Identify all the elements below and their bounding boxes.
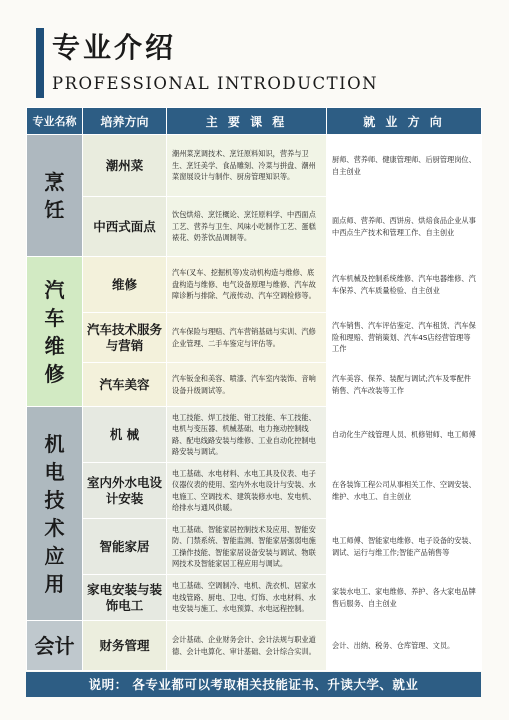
direction-cell: 汽车美容 bbox=[83, 363, 167, 407]
table-row bbox=[27, 407, 482, 463]
direction-cell: 智能家居 bbox=[83, 519, 167, 575]
category-mechatronics: 机 电 技 术 应 用 bbox=[27, 407, 83, 621]
jobs-cell: 汽车销售、汽车评估鉴定、汽车租赁、汽车保险和理赔、营销策划、汽车4S店经营管理等工作 bbox=[327, 313, 482, 363]
jobs-cell: 会计、出纳、税务、仓库管理、文员。 bbox=[327, 621, 482, 671]
courses-cell: 汽车保险与理赔、汽车营销基础与实训、汽修企业管理、二手车鉴定与评估等。 bbox=[167, 313, 327, 363]
category-accounting: 会计 bbox=[27, 621, 83, 671]
direction-cell: 财务管理 bbox=[83, 621, 167, 671]
courses-cell: 饮包烘焙、烹饪概论、烹饪原料学、中西面点工艺、营养与卫生、风味小吃制作工艺、蛋糕裱花、奶茶饮品调制等。 bbox=[167, 197, 327, 257]
courses-cell: 电工基础、水电材料、水电工具及仪表、电子仪器仪表的使用、室内外水电设计与安装、水电施工、空调技术、建筑装修水电、发电机、给排水与通风供暖。 bbox=[167, 463, 327, 519]
direction-cell: 中西式面点 bbox=[83, 197, 167, 257]
jobs-cell: 厨师、营养师、健康管理师、后厨管理岗位、自主创业 bbox=[327, 135, 482, 197]
table-row bbox=[27, 575, 482, 621]
header-courses: 主 要 课 程 bbox=[167, 108, 327, 135]
direction-cell: 家电安装与装饰电工 bbox=[83, 575, 167, 621]
direction-cell: 维修 bbox=[83, 257, 167, 313]
courses-cell: 电工基础、空调制冷、电机、洗衣机、居家水电线管路、厨电、卫电、灯饰、水电材料、水电安装与施工、水电预算、水电远程控制。 bbox=[167, 575, 327, 621]
jobs-cell: 自动化生产线管理人员、机修钳师、电工师傅 bbox=[327, 407, 482, 463]
table-row bbox=[27, 135, 482, 197]
direction-cell: 室内外水电设计安装 bbox=[83, 463, 167, 519]
direction-cell: 汽车技术服务与营销 bbox=[83, 313, 167, 363]
title-accent-bar bbox=[36, 28, 44, 98]
page-subtitle: PROFESSIONAL INTRODUCTION bbox=[52, 74, 379, 93]
category-cooking: 烹 饪 bbox=[27, 135, 83, 257]
table-row bbox=[27, 519, 482, 575]
courses-cell: 潮州菜烹调技术、烹饪原料知识，营养与卫生、烹饪美学、食品雕刻、冷菜与拼盘、潮州菜窗展设计与制作、厨房管理知识等。 bbox=[167, 135, 327, 197]
header-major: 专业名称 bbox=[27, 108, 83, 135]
program-table bbox=[26, 107, 482, 671]
table-row bbox=[27, 313, 482, 363]
category-auto-repair: 汽 车 维 修 bbox=[27, 257, 83, 407]
jobs-cell: 电工师傅、智能家电维修、电子设备的安装、调试、运行与维工作;智能产品销售等 bbox=[327, 519, 482, 575]
direction-cell: 潮州菜 bbox=[83, 135, 167, 197]
courses-cell: 汽车钣金和美容、喷漆、汽车室内装饰、音响设备升级调试等。 bbox=[167, 363, 327, 407]
jobs-cell: 在各装饰工程公司从事相关工作、空调安装、维护、水电工、自主创业 bbox=[327, 463, 482, 519]
table-row bbox=[27, 197, 482, 257]
page-title: 专业介绍 bbox=[52, 31, 177, 64]
header-direction: 培养方向 bbox=[83, 108, 167, 135]
table-row bbox=[27, 621, 482, 671]
jobs-cell: 家装水电工、家电维修、养护、各大家电品牌售后服务、自主创业 bbox=[327, 575, 482, 621]
courses-cell: 电工技能、焊工技能、钳工技能、车工技能、电机与变压器、机械基础、电力拖动控制线路、配电线路安装与维修、工业自动化控制电路安装与调试。 bbox=[167, 407, 327, 463]
jobs-cell: 汽车机械及控制系统维修、汽车电器维修、汽车保养、汽车质量检验、自主创业 bbox=[327, 257, 482, 313]
courses-cell: 电工基础、智能家居控制技术及应用、智能安防、门禁系统、智能监测、智能家居强弱电施工操作技能、智能家居设备安装与调试、物联网技术及智能家居工程应用与调试。 bbox=[167, 519, 327, 575]
table-row bbox=[27, 257, 482, 313]
courses-cell: 会计基础、企业财务会计、会计法规与职业道德、会计电算化、审计基础、会计综合实训。 bbox=[167, 621, 327, 671]
courses-cell: 汽车(叉车、挖掘机等)发动机构造与维修、底盘构造与维修、电气设备原理与维修、汽车故障诊断与排除、气液传动、汽车空调检修等。 bbox=[167, 257, 327, 313]
jobs-cell: 面点师、营养师、西饼房、烘焙食品企业从事中西点生产技术和管理工作、自主创业 bbox=[327, 197, 482, 257]
jobs-cell: 汽车美容、保养、装配与调试;汽车及零配件销售、汽车改装等工作 bbox=[327, 363, 482, 407]
header-jobs: 就 业 方 向 bbox=[327, 108, 482, 135]
table-row bbox=[27, 463, 482, 519]
table-header-row bbox=[27, 108, 482, 135]
footer-note: 说明： 各专业都可以考取相关技能证书、升读大学、就业 bbox=[26, 672, 481, 697]
direction-cell: 机 械 bbox=[83, 407, 167, 463]
table-row bbox=[27, 363, 482, 407]
